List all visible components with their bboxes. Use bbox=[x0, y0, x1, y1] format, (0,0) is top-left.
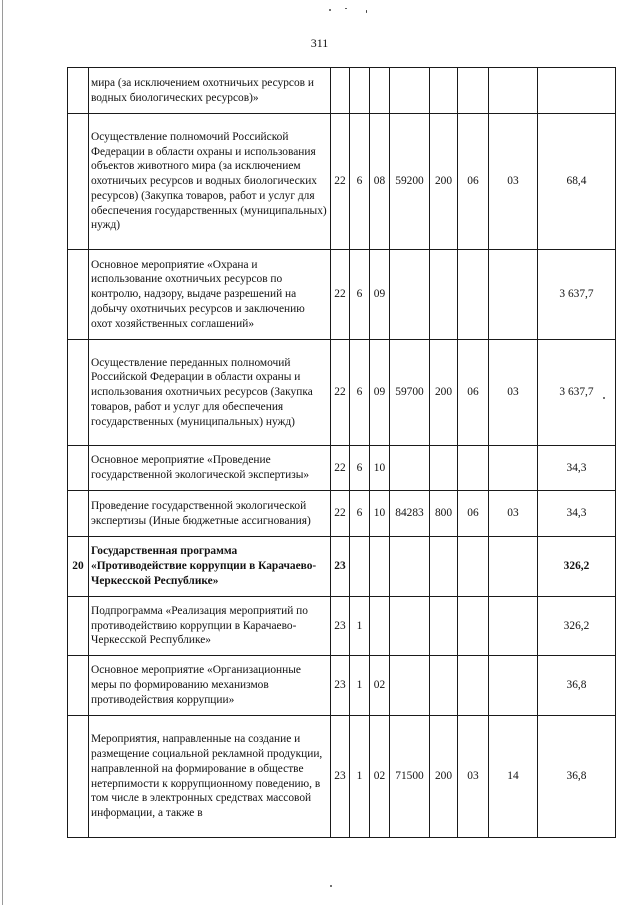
item-name-cell: Основное мероприятие «Организационные меры по формированию механизмов противодействия коррупции» bbox=[89, 656, 331, 716]
row-number-cell bbox=[68, 114, 89, 250]
code-subprogram-cell: 1 bbox=[350, 656, 370, 716]
scan-speck bbox=[345, 8, 347, 9]
code-direction-cell bbox=[390, 537, 430, 597]
code-main-event-cell: 08 bbox=[370, 114, 390, 250]
code-expense-type-cell: 200 bbox=[430, 114, 458, 250]
row-number-cell bbox=[68, 446, 89, 491]
row-number-cell bbox=[68, 340, 89, 446]
code-program-cell: 23 bbox=[331, 656, 350, 716]
table-row bbox=[68, 114, 616, 250]
code-main-event-cell: 02 bbox=[370, 716, 390, 838]
code-direction-cell bbox=[390, 250, 430, 340]
code-main-event-cell: 02 bbox=[370, 656, 390, 716]
code-subprogram-cell: 6 bbox=[350, 250, 370, 340]
amount-cell: 3 637,7 bbox=[538, 340, 616, 446]
code-direction-cell: 84283 bbox=[390, 491, 430, 537]
code-expense-type-cell bbox=[430, 446, 458, 491]
code-subsection-cell bbox=[489, 68, 538, 114]
code-section-cell: 06 bbox=[458, 340, 489, 446]
table-row bbox=[68, 597, 616, 656]
code-main-event-cell: 09 bbox=[370, 340, 390, 446]
code-subsection-cell bbox=[489, 656, 538, 716]
code-program-cell bbox=[331, 68, 350, 114]
code-program-cell: 22 bbox=[331, 340, 350, 446]
code-subprogram-cell: 6 bbox=[350, 446, 370, 491]
item-name-cell: мира (за исключением охотничьих ресурсов и водных биологических ресурсов)» bbox=[89, 68, 331, 114]
item-name-cell: Мероприятия, направленные на создание и размещение социальной рекламной продукции, направленной на формирование в обществе нетерпимости к коррупционному поведению, в том числе в электронных средствах массовой информации, а также в bbox=[89, 716, 331, 838]
row-number-cell bbox=[68, 716, 89, 838]
code-section-cell bbox=[458, 68, 489, 114]
code-expense-type-cell bbox=[430, 68, 458, 114]
code-section-cell bbox=[458, 656, 489, 716]
code-main-event-cell: 10 bbox=[370, 491, 390, 537]
table-row bbox=[68, 537, 616, 597]
code-direction-cell bbox=[390, 446, 430, 491]
item-name-cell: Проведение государственной экологической экспертизы (Иные бюджетные ассигнования) bbox=[89, 491, 331, 537]
scan-edge-line bbox=[2, 0, 3, 905]
table-row bbox=[68, 68, 616, 114]
row-number-cell: 20 bbox=[68, 537, 89, 597]
code-section-cell: 06 bbox=[458, 114, 489, 250]
code-program-cell: 22 bbox=[331, 446, 350, 491]
code-expense-type-cell: 800 bbox=[430, 491, 458, 537]
code-expense-type-cell bbox=[430, 656, 458, 716]
scan-speck bbox=[330, 885, 332, 887]
amount-cell: 68,4 bbox=[538, 114, 616, 250]
code-direction-cell bbox=[390, 656, 430, 716]
table-row bbox=[68, 446, 616, 491]
amount-cell: 326,2 bbox=[538, 537, 616, 597]
code-subsection-cell: 03 bbox=[489, 491, 538, 537]
code-section-cell bbox=[458, 537, 489, 597]
row-number-cell bbox=[68, 250, 89, 340]
code-direction-cell bbox=[390, 68, 430, 114]
code-subsection-cell bbox=[489, 446, 538, 491]
code-main-event-cell: 10 bbox=[370, 446, 390, 491]
scan-speck bbox=[329, 9, 331, 11]
table-row bbox=[68, 656, 616, 716]
code-section-cell bbox=[458, 597, 489, 656]
table-row bbox=[68, 491, 616, 537]
code-subsection-cell: 03 bbox=[489, 114, 538, 250]
item-name-cell: Осуществление полномочий Российской Федерации в области охраны и использования объектов животного мира (за исключением охотничьих ресурсов и водных биологических ресурсов) (Закупка товаров, работ и услуг для обеспечения государственных (муниципальных) нужд) bbox=[89, 114, 331, 250]
code-expense-type-cell: 200 bbox=[430, 340, 458, 446]
item-name-cell: Основное мероприятие «Проведение государственной экологической экспертизы» bbox=[89, 446, 331, 491]
table-row bbox=[68, 340, 616, 446]
code-expense-type-cell bbox=[430, 250, 458, 340]
code-subprogram-cell bbox=[350, 537, 370, 597]
code-direction-cell bbox=[390, 597, 430, 656]
code-main-event-cell: 09 bbox=[370, 250, 390, 340]
code-section-cell: 06 bbox=[458, 491, 489, 537]
row-number-cell bbox=[68, 491, 89, 537]
row-number-cell bbox=[68, 68, 89, 114]
code-section-cell: 03 bbox=[458, 716, 489, 838]
item-name-cell: Осуществление переданных полномочий Российской Федерации в области охраны и использования охотничьих ресурсов (Закупка товаров, работ и услуг для обеспечения государственных (муниципальных) нужд) bbox=[89, 340, 331, 446]
amount-cell: 326,2 bbox=[538, 597, 616, 656]
row-number-cell bbox=[68, 597, 89, 656]
amount-cell: 34,3 bbox=[538, 446, 616, 491]
code-subprogram-cell: 6 bbox=[350, 491, 370, 537]
code-expense-type-cell bbox=[430, 537, 458, 597]
code-subprogram-cell: 1 bbox=[350, 716, 370, 838]
code-section-cell bbox=[458, 250, 489, 340]
amount-cell: 3 637,7 bbox=[538, 250, 616, 340]
code-subprogram-cell bbox=[350, 68, 370, 114]
page-number: 311 bbox=[310, 36, 329, 50]
code-main-event-cell bbox=[370, 68, 390, 114]
code-program-cell: 22 bbox=[331, 250, 350, 340]
code-direction-cell: 59200 bbox=[390, 114, 430, 250]
code-subsection-cell bbox=[489, 597, 538, 656]
code-section-cell bbox=[458, 446, 489, 491]
code-program-cell: 22 bbox=[331, 491, 350, 537]
code-subsection-cell: 03 bbox=[489, 340, 538, 446]
code-expense-type-cell: 200 bbox=[430, 716, 458, 838]
table-row bbox=[68, 250, 616, 340]
item-name-cell: Государственная программа «Противодействие коррупции в Карачаево-Черкесской Республике» bbox=[89, 537, 331, 597]
scan-speck bbox=[366, 10, 367, 13]
amount-cell: 36,8 bbox=[538, 656, 616, 716]
code-subsection-cell bbox=[489, 537, 538, 597]
budget-table-body bbox=[68, 68, 616, 838]
code-program-cell: 22 bbox=[331, 114, 350, 250]
code-subsection-cell: 14 bbox=[489, 716, 538, 838]
code-subprogram-cell: 6 bbox=[350, 340, 370, 446]
code-subprogram-cell: 1 bbox=[350, 597, 370, 656]
budget-table bbox=[67, 67, 616, 838]
code-direction-cell: 71500 bbox=[390, 716, 430, 838]
item-name-cell: Основное мероприятие «Охрана и использование охотничьих ресурсов по контролю, надзору, выдаче разрешений на добычу охотничьих ресурсов и заключению охот хозяйственных соглашений» bbox=[89, 250, 331, 340]
amount-cell: 36,8 bbox=[538, 716, 616, 838]
code-expense-type-cell bbox=[430, 597, 458, 656]
amount-cell bbox=[538, 68, 616, 114]
amount-cell: 34,3 bbox=[538, 491, 616, 537]
code-direction-cell: 59700 bbox=[390, 340, 430, 446]
table-row bbox=[68, 716, 616, 838]
code-program-cell: 23 bbox=[331, 597, 350, 656]
row-number-cell bbox=[68, 656, 89, 716]
code-subsection-cell bbox=[489, 250, 538, 340]
code-main-event-cell bbox=[370, 597, 390, 656]
code-subprogram-cell: 6 bbox=[350, 114, 370, 250]
code-program-cell: 23 bbox=[331, 537, 350, 597]
code-main-event-cell bbox=[370, 537, 390, 597]
code-program-cell: 23 bbox=[331, 716, 350, 838]
item-name-cell: Подпрограмма «Реализация мероприятий по противодействию коррупции в Карачаево-Черкесской Республике» bbox=[89, 597, 331, 656]
